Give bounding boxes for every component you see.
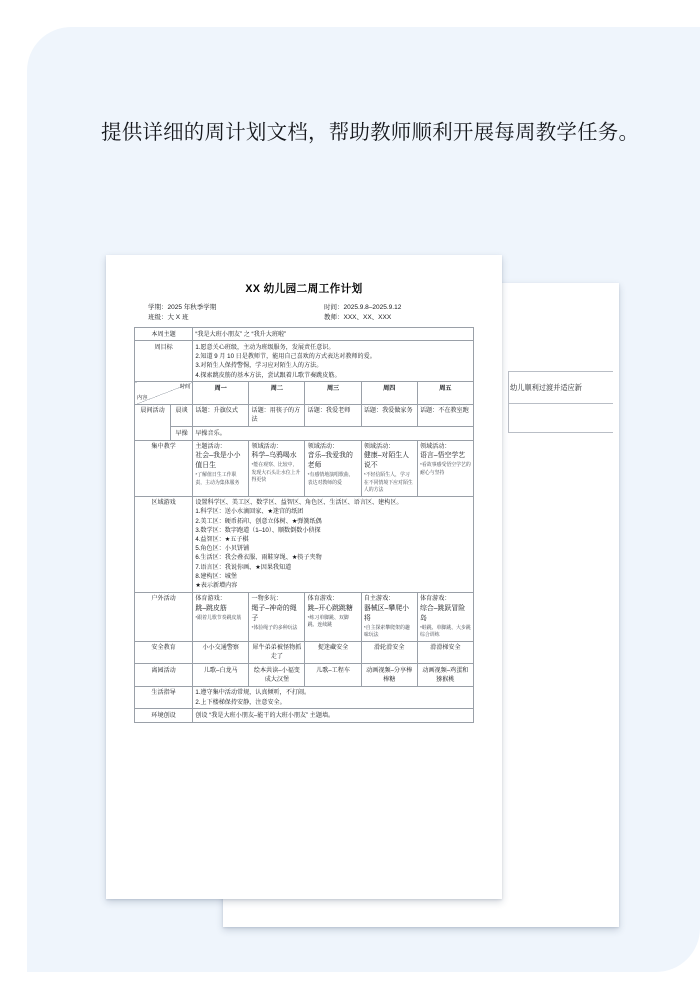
departure-cell-monday: 儿歌–白龙马 — [193, 664, 249, 687]
region-item: 2.美工区：硬币拓印、创意立体树、★弹簧纸偶 — [195, 517, 322, 525]
goals-label: 周目标 — [135, 341, 193, 382]
table-row-environment — [135, 709, 474, 722]
day-header-friday: 周五 — [417, 382, 473, 404]
outdoor-note: *蛙跳、单脚跳、大步跳综合训练 — [419, 625, 471, 638]
weekly-plan-document — [134, 281, 474, 723]
theme-label: 本周主题 — [135, 328, 193, 341]
safety-cell-wednesday: 捉迷藏安全 — [305, 641, 361, 664]
back-sheet-fragment-text: 幼儿顺利过渡并适应新 — [509, 372, 613, 404]
day-header-tuesday: 周二 — [249, 382, 305, 404]
table-row-regions — [135, 496, 474, 592]
teaching-note: *了解值日生工作职责，主动为集体服务 — [195, 473, 240, 486]
environment-label: 环境创设 — [135, 709, 193, 722]
outdoor-cell-tuesday — [249, 592, 305, 641]
teaching-kind: 主题活动： — [195, 443, 226, 451]
document-sheet-front[interactable] — [106, 255, 502, 899]
table-row-morning-exercise — [135, 427, 474, 440]
outdoor-kind: 自主游戏： — [363, 595, 395, 603]
table-row-safety — [135, 641, 474, 664]
outdoor-title: 综合–跳跃冒险岛 — [419, 604, 466, 622]
departure-cell-wednesday: 儿歌–工程车 — [305, 664, 361, 687]
corner-content-label: 内容 — [137, 394, 148, 401]
safety-cell-monday: 小小交通警察 — [193, 641, 249, 664]
table-row-theme — [135, 328, 474, 341]
outdoor-note: *跟着儿歌节奏跳皮筋 — [195, 615, 242, 621]
regions-footnote: ★表示新增内容 — [195, 581, 238, 589]
teaching-note: *能在观察、比较中，发现大石头让水位上升得更快 — [251, 463, 301, 483]
theme-value: “我是大班小朋友” 之 “我升大班啦” — [193, 328, 474, 341]
goal-item: 1.愿意关心班级，主动为班级服务，发展责任意识。 — [195, 343, 335, 351]
outdoor-title: 器械区–攀爬小将 — [363, 604, 409, 622]
region-item: 1.科学区：送小水滴回家、★迷宫的纸团 — [195, 508, 304, 516]
page-heading: 提供详细的周计划文档，帮助教师顺利开展每周教学任务。 — [101, 121, 640, 144]
teaching-cell-monday — [193, 440, 249, 496]
term-label: 学期：2025 年秋季学期 — [148, 304, 217, 311]
departure-label: 离园活动 — [135, 664, 193, 687]
meta-row-class — [134, 313, 474, 323]
teaching-title: 科学–乌鸦喝水 — [251, 452, 297, 460]
teaching-title: 社会–我是小小值日生 — [195, 452, 241, 470]
teaching-note: *不轻信陌生人，学习在不同情境下应对陌生人的方法 — [363, 473, 413, 493]
outdoor-kind: 体育游戏： — [195, 595, 226, 603]
teaching-title: 健康–对陌生人说不 — [363, 452, 409, 470]
regions-cell — [193, 496, 474, 592]
departure-cell-friday: 动画视频–鸡蛋和猕猴桃 — [417, 664, 473, 687]
class-label: 班级：大 X 班 — [148, 313, 189, 321]
outdoor-note: *体验绳子的多种玩法 — [251, 625, 298, 631]
morning-exercise-value: 早操音乐。 — [193, 427, 474, 440]
teaching-cell-wednesday — [305, 440, 361, 496]
goals-cell — [193, 341, 474, 382]
region-item: 4.益智区：★五子棋 — [195, 535, 249, 543]
teaching-kind: 领域活动： — [419, 443, 451, 451]
outdoor-title: 绳子–神奇的绳子 — [251, 604, 297, 622]
day-header-wednesday: 周三 — [305, 382, 361, 404]
day-header-thursday: 周四 — [361, 382, 417, 404]
table-row-teaching — [135, 440, 474, 496]
outdoor-kind: 体育游戏： — [419, 595, 451, 603]
regions-label: 区域游戏 — [135, 496, 193, 592]
teaching-kind: 领域活动： — [251, 443, 282, 451]
teacher-label: 教师：XXX、XX、XXX — [324, 313, 392, 321]
day-header-monday: 周一 — [193, 382, 249, 404]
safety-label: 安全教育 — [135, 641, 193, 664]
outdoor-cell-monday — [193, 592, 249, 641]
teaching-cell-tuesday — [249, 440, 305, 496]
life-guidance-item: 1.遵守集中活动常规，认真倾听，不打闹。 — [195, 689, 311, 697]
table-row-life-guidance — [135, 686, 474, 709]
table-row-day-header — [135, 382, 474, 404]
region-item: 8.建构区：城堡 — [195, 572, 237, 580]
corner-cell — [135, 382, 193, 404]
environment-value: 创设 “我是大班小朋友–能干的大班小朋友” 主题墙。 — [193, 709, 474, 722]
teaching-kind: 领域活动： — [307, 443, 339, 451]
teaching-label: 集中教学 — [135, 440, 193, 496]
outdoor-label: 户外活动 — [135, 592, 193, 641]
region-item: 6.生活区：我会叠衣服、雨鞋穿绳、★筷子夹物 — [195, 554, 322, 562]
outdoor-title: 跳–开心跳跳糖 — [307, 604, 353, 612]
safety-cell-tuesday: 犀牛弟弟被怪物抓走了 — [249, 641, 305, 664]
morning-talk-tuesday: 话题：用筷子的方法 — [249, 404, 305, 427]
outdoor-cell-thursday — [361, 592, 417, 641]
goal-item: 3.对陌生人保持警惕，学习应对陌生人的方法。 — [195, 362, 323, 370]
outdoor-note: *练习单脚跳、双脚跳、连续跳 — [307, 615, 349, 628]
goal-item: 4.探索跳皮筋的基本方法，尝试跟着儿歌节奏跳皮筋。 — [195, 371, 341, 379]
morning-talk-label: 晨谈 — [171, 404, 193, 427]
document-title: XX 幼儿园二周工作计划 — [245, 283, 363, 295]
time-label: 时间：2025.9.8–2025.9.12 — [324, 304, 402, 311]
outdoor-cell-wednesday — [305, 592, 361, 641]
teaching-note: *看故事感受悟空学艺的耐心与坚持 — [419, 463, 471, 476]
meta-row-term — [134, 303, 474, 313]
morning-talk-monday: 话题：升旗仪式 — [193, 404, 249, 427]
document-meta — [134, 303, 474, 322]
morning-label: 晨间活动 — [135, 404, 171, 440]
region-item: 7.语言区：我说你画、★因果我知道 — [195, 563, 292, 571]
region-item: 5.角色区：小贝饼铺 — [195, 545, 250, 553]
back-sheet-fragment — [508, 371, 613, 433]
life-guidance-label: 生活指导 — [135, 686, 193, 709]
outdoor-kind: 体育游戏： — [307, 595, 339, 603]
safety-cell-friday: 滑滑梯安全 — [417, 641, 473, 664]
departure-cell-tuesday: 绘本共读–小福变成大汉堡 — [249, 664, 305, 687]
table-row-goals — [135, 341, 474, 382]
table-row-morning-talk — [135, 404, 474, 427]
morning-talk-wednesday: 话题：我爱老师 — [305, 404, 361, 427]
regions-intro: 设置科学区、美工区、数学区、益智区、角色区、生活区、语言区、建构区。 — [195, 499, 403, 507]
corner-time-label: 时间 — [179, 383, 191, 390]
safety-cell-thursday: 滑轮滑安全 — [361, 641, 417, 664]
outdoor-kind: 一物多玩： — [251, 595, 282, 603]
life-guidance-item: 2.上下楼梯保持安静，注意安全。 — [195, 698, 286, 706]
table-row-departure — [135, 664, 474, 687]
outdoor-note: *自主探索攀爬架的趣味玩法 — [363, 625, 410, 638]
teaching-note: *有感情地演唱歌曲，表达对教师的爱 — [307, 473, 354, 486]
region-item: 3.数学区：数字跑道（1–10）、顺数倒数小侦探 — [195, 526, 321, 534]
departure-cell-thursday: 动画视频–分享棒棒糖 — [361, 664, 417, 687]
outdoor-cell-friday — [417, 592, 473, 641]
weekly-plan-table — [134, 327, 474, 723]
teaching-title: 音乐–我爱我的老师 — [307, 452, 353, 470]
morning-exercise-label: 早操 — [171, 427, 193, 440]
teaching-kind: 领域活动： — [363, 443, 395, 451]
life-guidance-cell — [193, 686, 474, 709]
teaching-title: 语言–悟空学艺 — [419, 452, 466, 460]
goal-item: 2.知道 9 月 10 日是教师节，能用自己喜欢的方式表达对教师的爱。 — [195, 353, 376, 361]
morning-talk-thursday: 话题：我爱做家务 — [361, 404, 417, 427]
outdoor-title: 跳–跳皮筋 — [195, 604, 227, 612]
teaching-cell-friday — [417, 440, 473, 496]
content-card — [27, 27, 700, 972]
teaching-cell-thursday — [361, 440, 417, 496]
table-row-outdoor — [135, 592, 474, 641]
morning-talk-friday: 话题：不在教室跑 — [417, 404, 473, 427]
